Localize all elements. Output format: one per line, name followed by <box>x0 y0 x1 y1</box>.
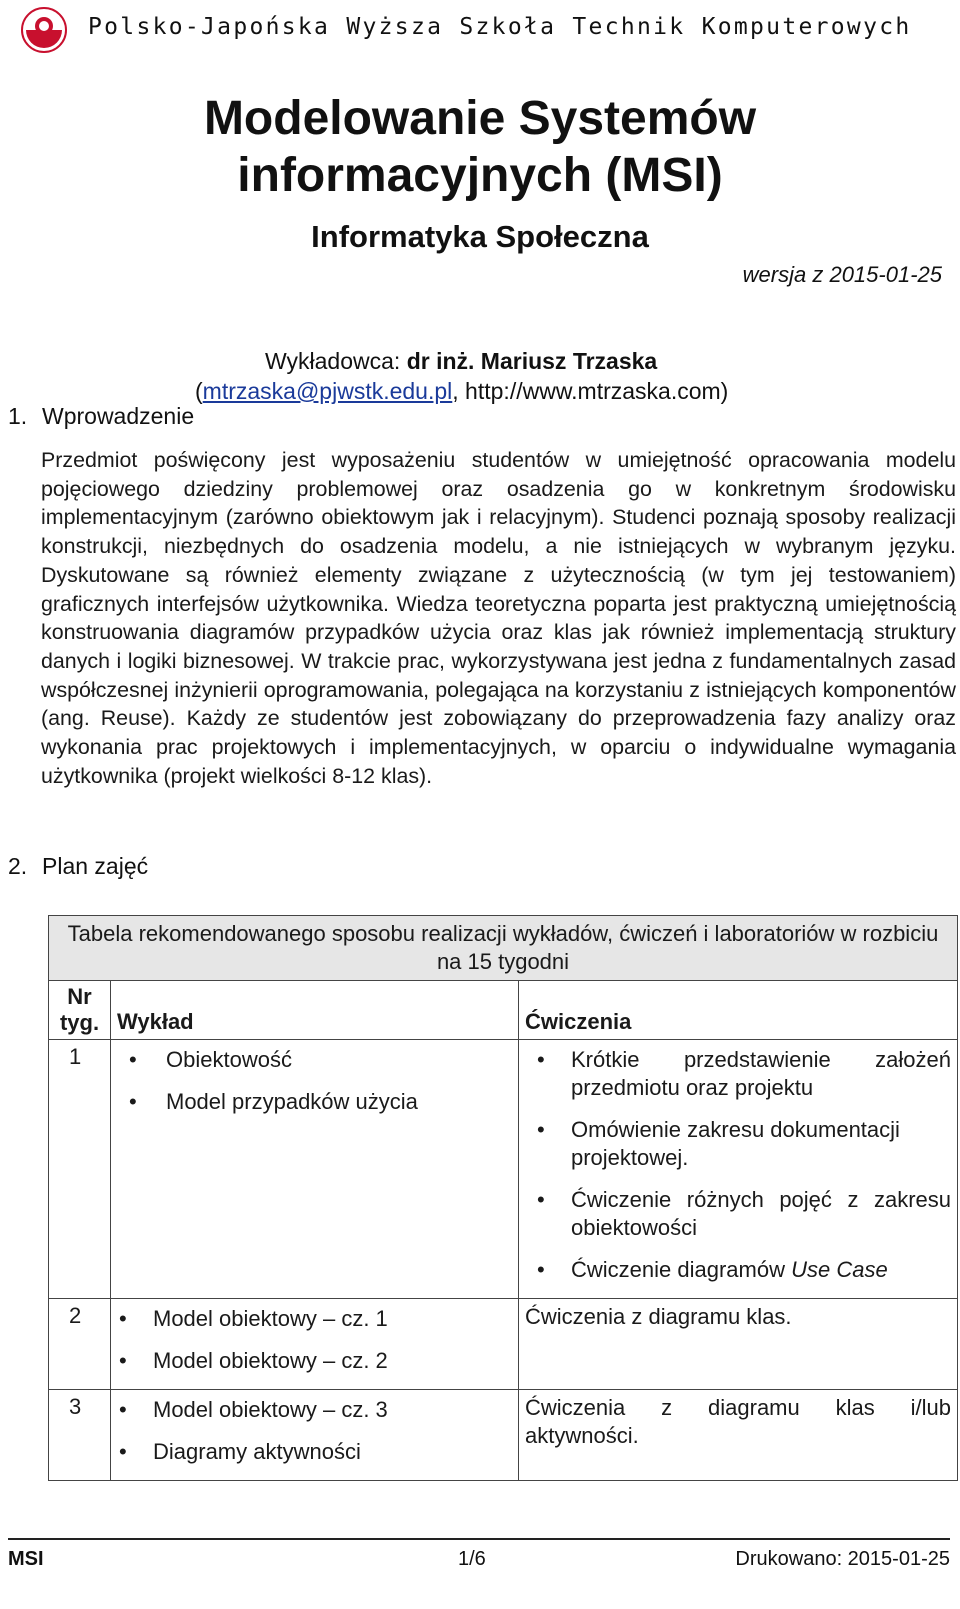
lecturer-line <box>265 346 728 376</box>
exercises-cell <box>519 1040 958 1299</box>
header-exercises: Ćwiczenia <box>519 981 958 1040</box>
lecture-cell <box>111 1040 519 1299</box>
page-header <box>20 6 950 50</box>
document-subtitle: Informatyka Społeczna <box>311 219 649 254</box>
section-title: Wprowadzenie <box>42 403 195 429</box>
intro-paragraph: Przedmiot poświęcony jest wyposażeniu studentów w umiejętność opracowania modelu pojęciowego dziedziny problemowej oraz osadzenia go w konkretnym środowisku implementacyjnym (zarówno obiektowym jak i relacyjnym). Studenci poznają sposoby realizacji konstrukcji, niezbędnych do osadzenia modelu, a nie istniejących w wybranym języku. Dyskutowane są również elementy związane z użytecznością (w tym jej testowaniem) graficznych interfejsów użytkownika. Wiedza teoretyczna poparta jest praktyczną umiejętnością konstruowania diagramów przypadków użycia oraz klas jak również implementacją struktury danych i logiki biznesowej. W trakcie prac, wykorzystywana jest jedna z fundamentalnych zasad współczesnej inżynierii oprogramowania, polegająca na korzystaniu z istniejących komponentów (ang. Reuse). Każdy ze studentów jest zobowiązany do przeprowadzenia fazy analizy oraz wykonania prac projektowych i implementacyjnych, w oparciu o indywidualne wymagania użytkownika (projekt wielkości 8-12 klas). <box>41 448 956 788</box>
list-item: • Model przypadków użycia <box>111 1088 518 1116</box>
row-week-number: 2 <box>49 1299 111 1390</box>
list-item: • Obiektowość <box>111 1046 518 1074</box>
row-week-number: 3 <box>49 1390 111 1481</box>
list-item: • Model obiektowy – cz. 3 <box>111 1396 518 1424</box>
lecturer-name: dr inż. Mariusz Trzaska <box>406 348 658 374</box>
section-title: Plan zajęć <box>42 853 149 879</box>
exercise-text: Ćwiczenie diagramów <box>571 1257 792 1282</box>
section-number: 2. <box>8 853 28 879</box>
plan-table <box>48 915 958 1481</box>
pjwstk-logo-icon <box>20 6 68 54</box>
list-item: • Omówienie zakresu dokumentacji projektowej. <box>519 1116 957 1172</box>
list-item: • Krótkie przedstawienie założeń przedmiotu oraz projektu <box>519 1046 957 1102</box>
lecturer-info <box>195 346 729 406</box>
document-title <box>0 90 960 204</box>
table-row <box>49 1040 958 1299</box>
section-heading-intro <box>8 403 194 430</box>
exercises-cell: Ćwiczenia z diagramu klas. <box>519 1299 958 1390</box>
university-name: Polsko-Japońska Wyższa Szkoła Technik Komputerowych <box>88 14 912 40</box>
title-line-2: informacyjnych (MSI) <box>237 149 723 202</box>
list-item: • Diagramy aktywności <box>111 1438 518 1466</box>
table-row <box>49 1390 958 1481</box>
lecture-cell <box>111 1390 519 1481</box>
lecturer-label: Wykładowca: <box>265 348 407 374</box>
table-caption: Tabela rekomendowanego sposobu realizacji wykładów, ćwiczeń i laboratoriów w rozbiciu na 15 tygodni <box>49 916 958 981</box>
version-date: wersja z 2015-01-25 <box>742 262 942 287</box>
exercise-italic-term: Use Case <box>791 1257 888 1282</box>
footer-course-code: MSI <box>8 1548 44 1570</box>
list-item: • Ćwiczenie różnych pojęć z zakresu obiektowości <box>519 1186 957 1242</box>
header-lecture: Wykład <box>111 981 519 1040</box>
section-number: 1. <box>8 403 28 429</box>
footer-divider <box>8 1538 950 1540</box>
table-header-row <box>49 981 958 1040</box>
table-row <box>49 1299 958 1390</box>
row-week-number: 1 <box>49 1040 111 1299</box>
list-item: • Model obiektowy – cz. 2 <box>111 1347 518 1375</box>
contact-open-paren: ( <box>195 378 203 404</box>
footer-page-number: 1/6 <box>458 1548 486 1570</box>
title-line-1: Modelowanie Systemów <box>203 92 757 145</box>
footer-printed-date: Drukowano: 2015-01-25 <box>735 1548 950 1570</box>
contact-rest: , http://www.mtrzaska.com) <box>452 378 729 404</box>
section-heading-plan <box>8 853 148 880</box>
lecture-cell <box>111 1299 519 1390</box>
list-item <box>519 1256 957 1284</box>
list-item: • Model obiektowy – cz. 1 <box>111 1305 518 1333</box>
lecturer-email-link[interactable]: mtrzaska@pjwstk.edu.pl <box>202 378 453 404</box>
exercises-cell: Ćwiczenia z diagramu klas i/lub aktywności. <box>519 1390 958 1481</box>
lecturer-contact <box>195 376 728 406</box>
header-nr: Nr tyg. <box>49 981 111 1040</box>
